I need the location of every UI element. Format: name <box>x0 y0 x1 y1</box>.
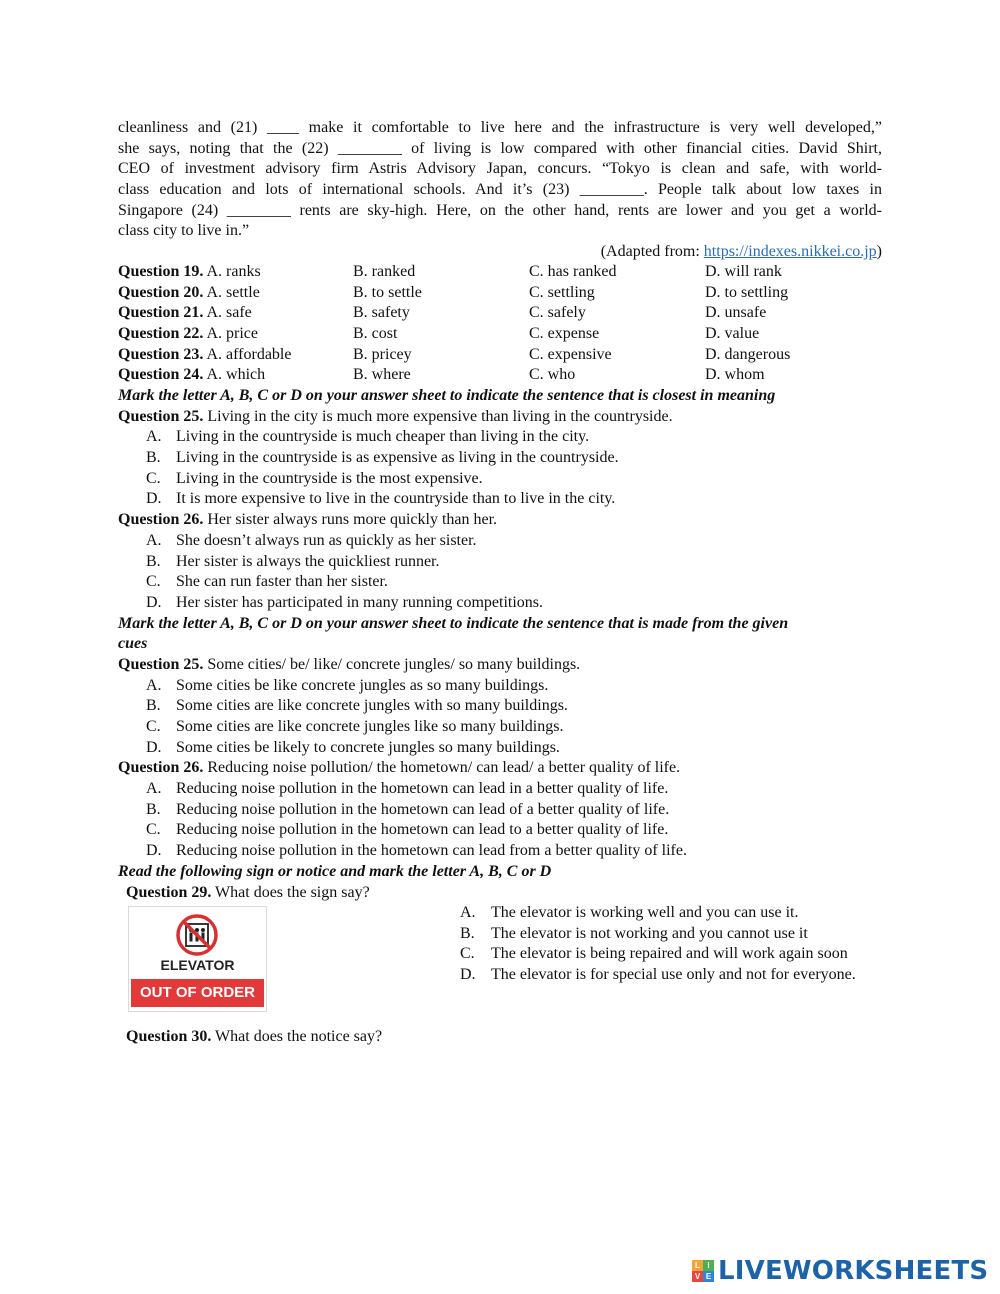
option-d[interactable]: D. dangerous <box>705 345 791 363</box>
question-stem: Question 29. What does the sign say? <box>126 883 370 901</box>
sign-out-of-order-band: OUT OF ORDER <box>131 979 264 1007</box>
section-instruction: Read the following sign or notice and mark the letter A, B, C or D <box>118 862 552 880</box>
question-number: Question 21. <box>118 304 204 322</box>
passage-line: she says, noting that the (22) ________ of living is low compared with other financial cities. David Shirt, <box>118 139 882 157</box>
question-row <box>118 324 882 345</box>
answer-option[interactable]: B. Living in the countryside is as expensive as living in the countryside. <box>146 449 619 467</box>
answer-option[interactable]: C. Some cities are like concrete jungles like so many buildings. <box>146 718 564 735</box>
answer-option[interactable]: C. Living in the countryside is the most expensive. <box>146 469 483 487</box>
option-a[interactable]: A. price <box>206 325 258 343</box>
elevator-sign-image <box>128 906 267 1012</box>
question-stem: Question 25. Living in the city is much more expensive than living in the countryside. <box>118 407 673 425</box>
option-a[interactable]: A. affordable <box>206 345 292 363</box>
question-number: Question 19. <box>118 263 204 280</box>
question-row <box>118 283 882 304</box>
passage-line: Singapore (24) ________ rents are sky-high. Here, on the other hand, rents are lower and you get a world- <box>118 201 882 219</box>
question-stem: Question 25. Some cities/ be/ like/ concrete jungles/ so many buildings. <box>118 655 581 673</box>
answer-option[interactable]: C. She can run faster than her sister. <box>146 573 388 591</box>
logo-blocks-icon: L I V E <box>692 1260 714 1282</box>
option-c[interactable]: C. who <box>529 366 576 384</box>
question-row <box>118 365 882 386</box>
option-b[interactable]: B. ranked <box>353 263 416 280</box>
answer-option[interactable]: B. Some cities are like concrete jungles with so many buildings. <box>146 697 568 715</box>
question-number: Question 20. <box>118 283 204 301</box>
answer-option[interactable]: A. The elevator is working well and you can use it. <box>460 904 799 921</box>
question-stem: Question 26. Reducing noise pollution/ the hometown/ can lead/ a better quality of life. <box>118 759 681 777</box>
answer-option[interactable]: A. Living in the countryside is much cheaper than living in the city. <box>146 428 590 446</box>
section-instruction: cues <box>118 635 148 653</box>
section-instruction: Mark the letter A, B, C or D on your answer sheet to indicate the sentence that is closest in meaning <box>118 387 776 404</box>
question-row <box>118 262 882 283</box>
option-d[interactable]: D. whom <box>705 366 765 384</box>
option-c[interactable]: C. settling <box>529 283 595 301</box>
answer-option[interactable]: D. It is more expensive to live in the countryside than to live in the city. <box>146 490 616 508</box>
question-number: Question 23. <box>118 345 204 363</box>
option-c[interactable]: C. safely <box>529 304 586 322</box>
option-a[interactable]: A. which <box>206 366 266 384</box>
reading-passage <box>118 118 882 242</box>
question-stem: Question 26. Her sister always runs more quickly than her. <box>118 511 498 529</box>
question-row <box>118 303 882 324</box>
option-b[interactable]: B. where <box>353 366 411 384</box>
answer-option[interactable]: D. Her sister has participated in many running competitions. <box>146 593 544 611</box>
answer-option[interactable]: B. Reducing noise pollution in the hometown can lead of a better quality of life. <box>146 800 670 818</box>
question-stem: Question 30. What does the notice say? <box>126 1028 383 1045</box>
question-number: Question 24. <box>118 366 204 384</box>
logo-wordmark: LIVEWORKSHEETS <box>718 1256 989 1286</box>
answer-option[interactable]: D. The elevator is for special use only and not for everyone. <box>460 966 856 984</box>
answer-option[interactable]: C. Reducing noise pollution in the hometown can lead to a better quality of life. <box>146 821 669 839</box>
source-link[interactable]: https://indexes.nikkei.co.jp <box>703 243 877 260</box>
q29-options <box>460 903 874 986</box>
sign-title: ELEVATOR <box>160 957 235 973</box>
option-d[interactable]: D. to settling <box>705 283 789 301</box>
answer-option[interactable]: B. Her sister is always the quickliest runner. <box>146 552 440 570</box>
passage-line: class education and lots of international schools. And it’s (23) ________. People talk about low taxes in <box>118 181 882 199</box>
passage-line: cleanliness and (21) ____ make it comfortable to live here and the infrastructure is very well developed,” <box>118 119 882 136</box>
option-c[interactable]: C. has ranked <box>529 263 617 280</box>
liveworksheets-logo <box>692 1256 988 1286</box>
option-a[interactable]: A. safe <box>206 304 252 322</box>
option-b[interactable]: B. to settle <box>353 283 422 301</box>
option-d[interactable]: D. unsafe <box>705 304 767 322</box>
option-b[interactable]: B. safety <box>353 304 410 322</box>
option-b[interactable]: B. pricey <box>353 345 412 363</box>
answer-option[interactable]: D. Reducing noise pollution in the hometown can lead from a better quality of life. <box>146 842 687 860</box>
option-d[interactable]: D. value <box>705 325 760 343</box>
answer-option[interactable]: A. Some cities be like concrete jungles as so many buildings. <box>146 676 549 694</box>
answer-option[interactable]: C. The elevator is being repaired and will work again soon <box>460 945 848 963</box>
option-a[interactable]: A. ranks <box>206 263 261 280</box>
source-citation: (Adapted from: https://indexes.nikkei.co.jp) <box>600 243 882 260</box>
question-row <box>118 345 882 366</box>
option-c[interactable]: C. expense <box>529 325 600 343</box>
closest-meaning-section <box>118 386 882 903</box>
elevator-prohibited-icon <box>129 909 266 959</box>
option-c[interactable]: C. expensive <box>529 345 612 363</box>
answer-option[interactable]: A. She doesn’t always run as quickly as her sister. <box>146 531 477 549</box>
question-number: Question 22. <box>118 325 204 343</box>
option-a[interactable]: A. settle <box>206 283 260 301</box>
section-instruction: Mark the letter A, B, C or D on your answer sheet to indicate the sentence that is made from the given <box>118 614 789 632</box>
answer-option[interactable]: A. Reducing noise pollution in the hometown can lead in a better quality of life. <box>146 780 669 798</box>
cloze-options-table <box>118 262 882 386</box>
answer-option[interactable]: B. The elevator is not working and you cannot use it <box>460 924 808 942</box>
passage-line: class city to live in.” <box>118 222 250 240</box>
answer-option[interactable]: D. Some cities be likely to concrete jungles so many buildings. <box>146 738 560 756</box>
passage-line: CEO of investment advisory firm Astris Advisory Japan, concurs. “Tokyo is clean and safe, with world- <box>118 160 882 178</box>
option-d[interactable]: D. will rank <box>705 263 782 280</box>
option-b[interactable]: B. cost <box>353 325 398 343</box>
